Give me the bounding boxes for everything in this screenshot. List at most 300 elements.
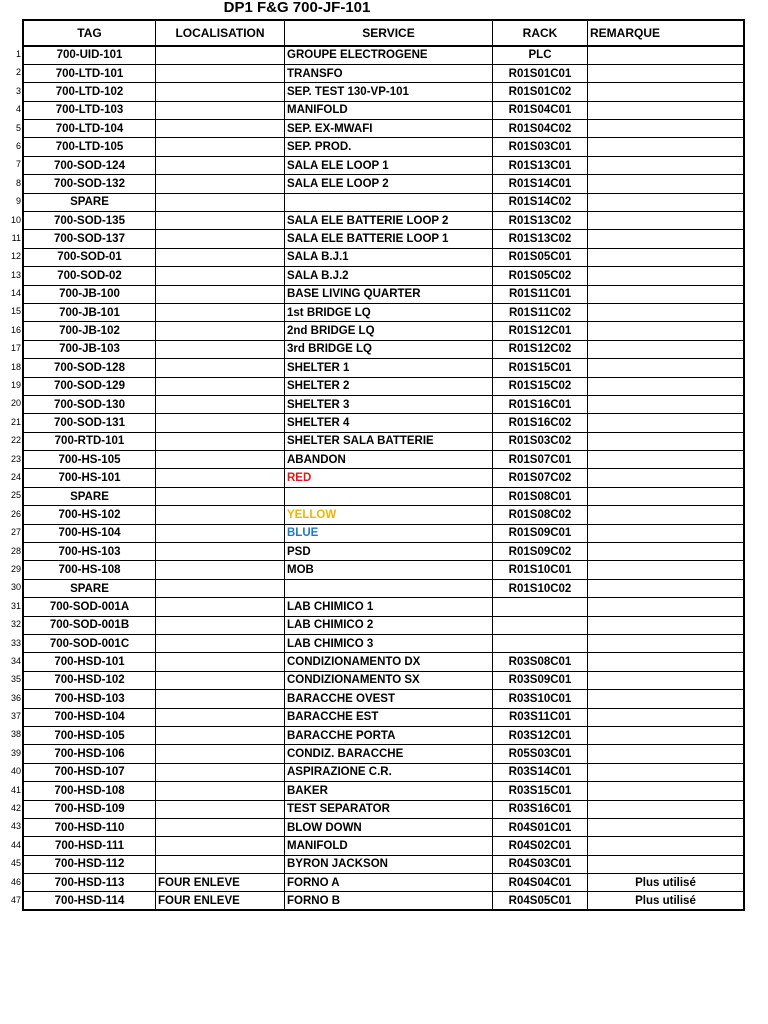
cell-localisation[interactable] <box>156 83 285 101</box>
cell-service[interactable]: CONDIZIONAMENTO SX <box>285 671 493 689</box>
cell-tag[interactable]: SPARE <box>23 193 156 211</box>
cell-service[interactable] <box>285 579 493 597</box>
cell-service[interactable]: SALA B.J.1 <box>285 248 493 266</box>
row-number: 10 <box>10 214 21 225</box>
cell-localisation[interactable] <box>156 635 285 653</box>
cell-tag[interactable]: 700-LTD-104 <box>23 120 156 138</box>
cell-rack[interactable]: R01S16C02 <box>493 414 588 432</box>
cell-tag[interactable]: 700-HSD-108 <box>23 782 156 800</box>
table-row <box>23 874 744 892</box>
cell-localisation[interactable] <box>156 212 285 230</box>
cell-service[interactable]: LAB CHIMICO 2 <box>285 616 493 634</box>
cell-rack[interactable]: R01S08C02 <box>493 506 588 524</box>
table-row <box>23 690 744 708</box>
cell-remarque[interactable] <box>588 598 745 616</box>
cell-service[interactable]: SEP. TEST 130-VP-101 <box>285 83 493 101</box>
cell-rack[interactable] <box>493 616 588 634</box>
cell-localisation[interactable] <box>156 487 285 505</box>
table-row <box>23 487 744 505</box>
cell-localisation[interactable] <box>156 414 285 432</box>
cell-remarque[interactable] <box>588 837 745 855</box>
cell-rack[interactable]: R01S13C02 <box>493 212 588 230</box>
cell-remarque[interactable] <box>588 120 745 138</box>
cell-rack[interactable]: R01S16C01 <box>493 395 588 413</box>
cell-localisation[interactable] <box>156 138 285 156</box>
cell-service[interactable]: BASE LIVING QUARTER <box>285 285 493 303</box>
cell-tag[interactable]: 700-SOD-137 <box>23 230 156 248</box>
cell-remarque[interactable] <box>588 248 745 266</box>
cell-rack[interactable]: R04S04C01 <box>493 874 588 892</box>
table-row <box>23 101 744 119</box>
cell-rack[interactable]: R03S10C01 <box>493 690 588 708</box>
cell-remarque[interactable] <box>588 395 745 413</box>
table-row <box>23 175 744 193</box>
row-number: 15 <box>10 306 21 317</box>
table-row <box>23 138 744 156</box>
row-number: 4 <box>15 104 21 115</box>
cell-localisation[interactable] <box>156 690 285 708</box>
cell-tag[interactable]: 700-JB-103 <box>23 340 156 358</box>
cell-service[interactable]: ABANDON <box>285 451 493 469</box>
cell-localisation[interactable] <box>156 726 285 744</box>
cell-tag[interactable]: 700-SOD-02 <box>23 267 156 285</box>
table-row <box>23 726 744 744</box>
cell-service[interactable]: SHELTER 1 <box>285 359 493 377</box>
cell-rack[interactable]: R01S09C02 <box>493 543 588 561</box>
cell-localisation[interactable] <box>156 248 285 266</box>
cell-remarque[interactable] <box>588 671 745 689</box>
cell-remarque[interactable] <box>588 175 745 193</box>
cell-localisation[interactable] <box>156 653 285 671</box>
cell-service[interactable]: LAB CHIMICO 1 <box>285 598 493 616</box>
cell-tag[interactable]: 700-JB-100 <box>23 285 156 303</box>
cell-localisation[interactable] <box>156 800 285 818</box>
cell-localisation[interactable] <box>156 322 285 340</box>
cell-service[interactable]: SEP. PROD. <box>285 138 493 156</box>
row-number: 3 <box>15 85 21 96</box>
cell-rack[interactable]: R04S01C01 <box>493 818 588 836</box>
row-number: 11 <box>11 232 21 243</box>
cell-tag[interactable]: 700-HSD-105 <box>23 726 156 744</box>
cell-service[interactable]: MANIFOLD <box>285 837 493 855</box>
cell-rack[interactable]: R01S01C01 <box>493 64 588 82</box>
cell-rack[interactable]: R01S13C02 <box>493 230 588 248</box>
cell-tag[interactable]: 700-HS-101 <box>23 469 156 487</box>
cell-tag[interactable]: 700-HSD-110 <box>23 818 156 836</box>
cell-service[interactable] <box>285 193 493 211</box>
cell-remarque[interactable] <box>588 855 745 873</box>
cell-tag[interactable]: 700-SOD-124 <box>23 156 156 174</box>
cell-service[interactable]: SALA ELE LOOP 1 <box>285 156 493 174</box>
table-row <box>23 837 744 855</box>
cell-service[interactable]: CONDIZIONAMENTO DX <box>285 653 493 671</box>
cell-localisation[interactable] <box>156 377 285 395</box>
cell-rack[interactable]: R03S15C01 <box>493 782 588 800</box>
cell-localisation[interactable] <box>156 782 285 800</box>
cell-remarque[interactable] <box>588 377 745 395</box>
cell-service[interactable]: SALA ELE BATTERIE LOOP 2 <box>285 212 493 230</box>
table-row <box>23 303 744 321</box>
cell-tag[interactable]: 700-HSD-109 <box>23 800 156 818</box>
cell-localisation[interactable] <box>156 340 285 358</box>
cell-localisation[interactable] <box>156 818 285 836</box>
row-number: 21 <box>10 416 21 427</box>
cell-service[interactable]: SHELTER 2 <box>285 377 493 395</box>
cell-remarque[interactable] <box>588 138 745 156</box>
row-number: 8 <box>15 177 21 188</box>
cell-remarque[interactable] <box>588 451 745 469</box>
table-row <box>23 561 744 579</box>
cell-localisation[interactable] <box>156 469 285 487</box>
cell-tag[interactable]: 700-HS-104 <box>23 524 156 542</box>
row-number: 31 <box>10 600 21 611</box>
row-number: 35 <box>10 674 21 685</box>
row-number: 34 <box>10 655 21 666</box>
cell-remarque[interactable] <box>588 156 745 174</box>
cell-remarque[interactable] <box>588 340 745 358</box>
cell-remarque[interactable] <box>588 635 745 653</box>
cell-remarque[interactable] <box>588 616 745 634</box>
cell-service[interactable]: PSD <box>285 543 493 561</box>
cell-remarque[interactable] <box>588 653 745 671</box>
table-row <box>23 267 744 285</box>
table-row <box>23 451 744 469</box>
row-number: 29 <box>10 563 21 574</box>
cell-tag[interactable]: 700-HSD-114 <box>23 892 156 910</box>
cell-rack[interactable]: R01S05C02 <box>493 267 588 285</box>
cell-rack[interactable] <box>493 635 588 653</box>
row-number: 44 <box>10 839 21 850</box>
cell-tag[interactable]: 700-LTD-101 <box>23 64 156 82</box>
cell-rack[interactable]: R01S11C01 <box>493 285 588 303</box>
cell-tag[interactable]: 700-SOD-128 <box>23 359 156 377</box>
cell-tag[interactable]: 700-HSD-101 <box>23 653 156 671</box>
cell-rack[interactable]: R01S11C02 <box>493 303 588 321</box>
cell-localisation[interactable] <box>156 855 285 873</box>
table-row <box>23 395 744 413</box>
cell-tag[interactable]: 700-HSD-104 <box>23 708 156 726</box>
cell-remarque[interactable]: Plus utilisé <box>588 892 745 910</box>
cell-localisation[interactable] <box>156 432 285 450</box>
cell-remarque[interactable] <box>588 230 745 248</box>
cell-localisation[interactable] <box>156 451 285 469</box>
cell-localisation[interactable] <box>156 175 285 193</box>
cell-tag[interactable]: 700-JB-102 <box>23 322 156 340</box>
column-header-localisation[interactable]: LOCALISATION <box>156 20 285 46</box>
cell-service[interactable]: SALA ELE BATTERIE LOOP 1 <box>285 230 493 248</box>
cell-localisation[interactable] <box>156 837 285 855</box>
cell-remarque[interactable] <box>588 782 745 800</box>
cell-remarque[interactable] <box>588 763 745 781</box>
cell-localisation[interactable] <box>156 395 285 413</box>
cell-service[interactable]: BLUE <box>285 524 493 542</box>
cell-localisation[interactable] <box>156 543 285 561</box>
cell-rack[interactable]: R01S07C01 <box>493 451 588 469</box>
table-row <box>23 414 744 432</box>
cell-rack[interactable]: R03S09C01 <box>493 671 588 689</box>
cell-rack[interactable]: R04S02C01 <box>493 837 588 855</box>
cell-service[interactable]: SEP. EX-MWAFI <box>285 120 493 138</box>
cell-remarque[interactable] <box>588 303 745 321</box>
cell-rack[interactable]: R03S14C01 <box>493 763 588 781</box>
table-row <box>23 506 744 524</box>
cell-tag[interactable]: 700-JB-101 <box>23 303 156 321</box>
cell-tag[interactable]: 700-LTD-102 <box>23 83 156 101</box>
cell-localisation[interactable] <box>156 579 285 597</box>
table-row <box>23 653 744 671</box>
table-row <box>23 543 744 561</box>
cell-rack[interactable]: R01S09C01 <box>493 524 588 542</box>
cell-tag[interactable]: 700-RTD-101 <box>23 432 156 450</box>
cell-rack[interactable]: R01S15C01 <box>493 359 588 377</box>
cell-localisation[interactable] <box>156 524 285 542</box>
cell-rack[interactable] <box>493 598 588 616</box>
cell-localisation[interactable] <box>156 616 285 634</box>
cell-localisation[interactable] <box>156 156 285 174</box>
table-row <box>23 635 744 653</box>
cell-service[interactable]: MOB <box>285 561 493 579</box>
cell-tag[interactable]: 700-HS-105 <box>23 451 156 469</box>
cell-remarque[interactable] <box>588 506 745 524</box>
cell-tag[interactable]: 700-SOD-01 <box>23 248 156 266</box>
cell-tag[interactable]: 700-HS-103 <box>23 543 156 561</box>
cell-tag[interactable]: 700-HSD-112 <box>23 855 156 873</box>
cell-tag[interactable]: 700-UID-101 <box>23 46 156 64</box>
cell-rack[interactable]: R01S10C02 <box>493 579 588 597</box>
table-row <box>23 248 744 266</box>
cell-remarque[interactable] <box>588 414 745 432</box>
cell-service[interactable]: YELLOW <box>285 506 493 524</box>
cell-localisation[interactable] <box>156 101 285 119</box>
cell-service[interactable]: MANIFOLD <box>285 101 493 119</box>
cell-localisation[interactable] <box>156 120 285 138</box>
cell-service[interactable] <box>285 487 493 505</box>
row-number: 14 <box>10 288 21 299</box>
cell-service[interactable]: BLOW DOWN <box>285 818 493 836</box>
cell-rack[interactable]: R01S10C01 <box>493 561 588 579</box>
cell-remarque[interactable] <box>588 487 745 505</box>
cell-tag[interactable]: 700-HS-108 <box>23 561 156 579</box>
cell-service[interactable]: FORNO B <box>285 892 493 910</box>
cell-rack[interactable]: R01S04C01 <box>493 101 588 119</box>
table-row <box>23 156 744 174</box>
cell-service[interactable]: SHELTER 3 <box>285 395 493 413</box>
cell-rack[interactable]: R01S04C02 <box>493 120 588 138</box>
row-number: 39 <box>10 747 21 758</box>
cell-service[interactable]: BAKER <box>285 782 493 800</box>
cell-rack[interactable]: R01S12C01 <box>493 322 588 340</box>
row-number: 22 <box>10 435 21 446</box>
row-number: 1 <box>15 49 21 59</box>
cell-service[interactable]: 2nd BRIDGE LQ <box>285 322 493 340</box>
cell-rack[interactable]: R01S03C01 <box>493 138 588 156</box>
column-header-service[interactable]: SERVICE <box>285 20 493 46</box>
cell-remarque[interactable]: Plus utilisé <box>588 874 745 892</box>
cell-service[interactable]: SALA B.J.2 <box>285 267 493 285</box>
cell-tag[interactable]: 700-SOD-130 <box>23 395 156 413</box>
cell-tag[interactable]: 700-SOD-001B <box>23 616 156 634</box>
cell-service[interactable]: RED <box>285 469 493 487</box>
cell-rack[interactable]: R01S14C01 <box>493 175 588 193</box>
cell-remarque[interactable] <box>588 708 745 726</box>
cell-rack[interactable]: R01S13C01 <box>493 156 588 174</box>
cell-localisation[interactable] <box>156 506 285 524</box>
cell-localisation[interactable]: FOUR ENLEVE <box>156 874 285 892</box>
table-row <box>23 120 744 138</box>
row-number: 28 <box>10 545 21 556</box>
row-number: 33 <box>10 637 21 648</box>
header-row <box>23 20 744 46</box>
cell-tag[interactable]: 700-SOD-135 <box>23 212 156 230</box>
cell-service[interactable]: FORNO A <box>285 874 493 892</box>
cell-rack[interactable]: R01S01C02 <box>493 83 588 101</box>
cell-localisation[interactable] <box>156 561 285 579</box>
cell-rack[interactable]: R03S12C01 <box>493 726 588 744</box>
cell-service[interactable]: GROUPE ELECTROGENE <box>285 46 493 64</box>
table-row <box>23 708 744 726</box>
cell-localisation[interactable] <box>156 193 285 211</box>
cell-remarque[interactable] <box>588 690 745 708</box>
cell-tag[interactable]: 700-HSD-103 <box>23 690 156 708</box>
cell-tag[interactable]: 700-HSD-113 <box>23 874 156 892</box>
cell-localisation[interactable] <box>156 46 285 64</box>
cell-localisation[interactable] <box>156 745 285 763</box>
cell-rack[interactable]: R03S08C01 <box>493 653 588 671</box>
cell-remarque[interactable] <box>588 800 745 818</box>
cell-remarque[interactable] <box>588 322 745 340</box>
cell-localisation[interactable] <box>156 64 285 82</box>
table-row <box>23 579 744 597</box>
column-header-tag[interactable]: TAG <box>23 20 156 46</box>
cell-rack[interactable]: R01S07C02 <box>493 469 588 487</box>
cell-remarque[interactable] <box>588 101 745 119</box>
cell-localisation[interactable] <box>156 230 285 248</box>
table-row <box>23 377 744 395</box>
cell-rack[interactable]: R04S03C01 <box>493 855 588 873</box>
cell-rack[interactable]: R01S15C02 <box>493 377 588 395</box>
cell-service[interactable]: TEST SEPARATOR <box>285 800 493 818</box>
cell-service[interactable]: BARACCHE EST <box>285 708 493 726</box>
cell-rack[interactable]: R01S03C02 <box>493 432 588 450</box>
table-row <box>23 83 744 101</box>
cell-remarque[interactable] <box>588 46 745 64</box>
cell-tag[interactable]: 700-SOD-129 <box>23 377 156 395</box>
cell-tag[interactable]: 700-HSD-107 <box>23 763 156 781</box>
cell-rack[interactable]: R03S11C01 <box>493 708 588 726</box>
row-number: 20 <box>10 398 21 409</box>
table-row <box>23 285 744 303</box>
cell-tag[interactable]: 700-HSD-106 <box>23 745 156 763</box>
cell-service[interactable]: BARACCHE PORTA <box>285 726 493 744</box>
row-number: 13 <box>10 269 21 280</box>
cell-tag[interactable]: 700-HSD-111 <box>23 837 156 855</box>
cell-service[interactable]: BYRON JACKSON <box>285 855 493 873</box>
cell-remarque[interactable] <box>588 524 745 542</box>
cell-remarque[interactable] <box>588 726 745 744</box>
row-number: 25 <box>10 490 21 501</box>
cell-remarque[interactable] <box>588 83 745 101</box>
cell-rack[interactable]: R04S05C01 <box>493 892 588 910</box>
cell-rack[interactable]: R03S16C01 <box>493 800 588 818</box>
cell-rack[interactable]: PLC <box>493 46 588 64</box>
cell-service[interactable]: LAB CHIMICO 3 <box>285 635 493 653</box>
cell-tag[interactable]: 700-SOD-001A <box>23 598 156 616</box>
cell-localisation[interactable]: FOUR ENLEVE <box>156 892 285 910</box>
cell-remarque[interactable] <box>588 267 745 285</box>
cell-service[interactable]: 3rd BRIDGE LQ <box>285 340 493 358</box>
cell-tag[interactable]: 700-HS-102 <box>23 506 156 524</box>
cell-tag[interactable]: 700-LTD-105 <box>23 138 156 156</box>
table-row <box>23 892 744 910</box>
row-number: 46 <box>10 876 21 887</box>
cell-service[interactable]: SALA ELE LOOP 2 <box>285 175 493 193</box>
cell-remarque[interactable] <box>588 818 745 836</box>
cell-remarque[interactable] <box>588 432 745 450</box>
table-row <box>23 671 744 689</box>
cell-localisation[interactable] <box>156 267 285 285</box>
cell-remarque[interactable] <box>588 193 745 211</box>
cell-remarque[interactable] <box>588 285 745 303</box>
cell-tag[interactable]: 700-SOD-001C <box>23 635 156 653</box>
cell-rack[interactable]: R01S12C02 <box>493 340 588 358</box>
cell-service[interactable]: 1st BRIDGE LQ <box>285 303 493 321</box>
cell-tag[interactable]: 700-SOD-131 <box>23 414 156 432</box>
cell-tag[interactable]: 700-HSD-102 <box>23 671 156 689</box>
cell-localisation[interactable] <box>156 671 285 689</box>
cell-remarque[interactable] <box>588 745 745 763</box>
cell-localisation[interactable] <box>156 763 285 781</box>
row-number: 37 <box>10 711 21 722</box>
table-row <box>23 193 744 211</box>
cell-localisation[interactable] <box>156 598 285 616</box>
cell-rack[interactable]: R01S14C02 <box>493 193 588 211</box>
tag-table <box>22 19 745 911</box>
cell-localisation[interactable] <box>156 359 285 377</box>
cell-localisation[interactable] <box>156 285 285 303</box>
column-header-rack[interactable]: RACK <box>493 20 588 46</box>
cell-service[interactable]: ASPIRAZIONE C.R. <box>285 763 493 781</box>
cell-tag[interactable]: 700-LTD-103 <box>23 101 156 119</box>
cell-rack[interactable]: R01S08C01 <box>493 487 588 505</box>
column-header-remarque[interactable]: REMARQUE <box>588 20 745 46</box>
cell-remarque[interactable] <box>588 469 745 487</box>
cell-remarque[interactable] <box>588 579 745 597</box>
cell-localisation[interactable] <box>156 708 285 726</box>
cell-service[interactable]: SHELTER SALA BATTERIE <box>285 432 493 450</box>
cell-service[interactable]: CONDIZ. BARACCHE <box>285 745 493 763</box>
cell-rack[interactable]: R01S05C01 <box>493 248 588 266</box>
cell-remarque[interactable] <box>588 359 745 377</box>
cell-service[interactable]: BARACCHE OVEST <box>285 690 493 708</box>
row-number: 5 <box>15 122 21 133</box>
cell-localisation[interactable] <box>156 303 285 321</box>
cell-rack[interactable]: R05S03C01 <box>493 745 588 763</box>
table-row <box>23 782 744 800</box>
row-number-column <box>0 45 22 909</box>
cell-service[interactable]: SHELTER 4 <box>285 414 493 432</box>
cell-remarque[interactable] <box>588 212 745 230</box>
cell-remarque[interactable] <box>588 64 745 82</box>
row-number: 18 <box>10 361 21 372</box>
cell-tag[interactable]: 700-SOD-132 <box>23 175 156 193</box>
cell-tag[interactable]: SPARE <box>23 579 156 597</box>
cell-tag[interactable]: SPARE <box>23 487 156 505</box>
table-row <box>23 800 744 818</box>
cell-remarque[interactable] <box>588 543 745 561</box>
cell-remarque[interactable] <box>588 561 745 579</box>
cell-service[interactable]: TRANSFO <box>285 64 493 82</box>
row-number: 7 <box>15 159 21 170</box>
